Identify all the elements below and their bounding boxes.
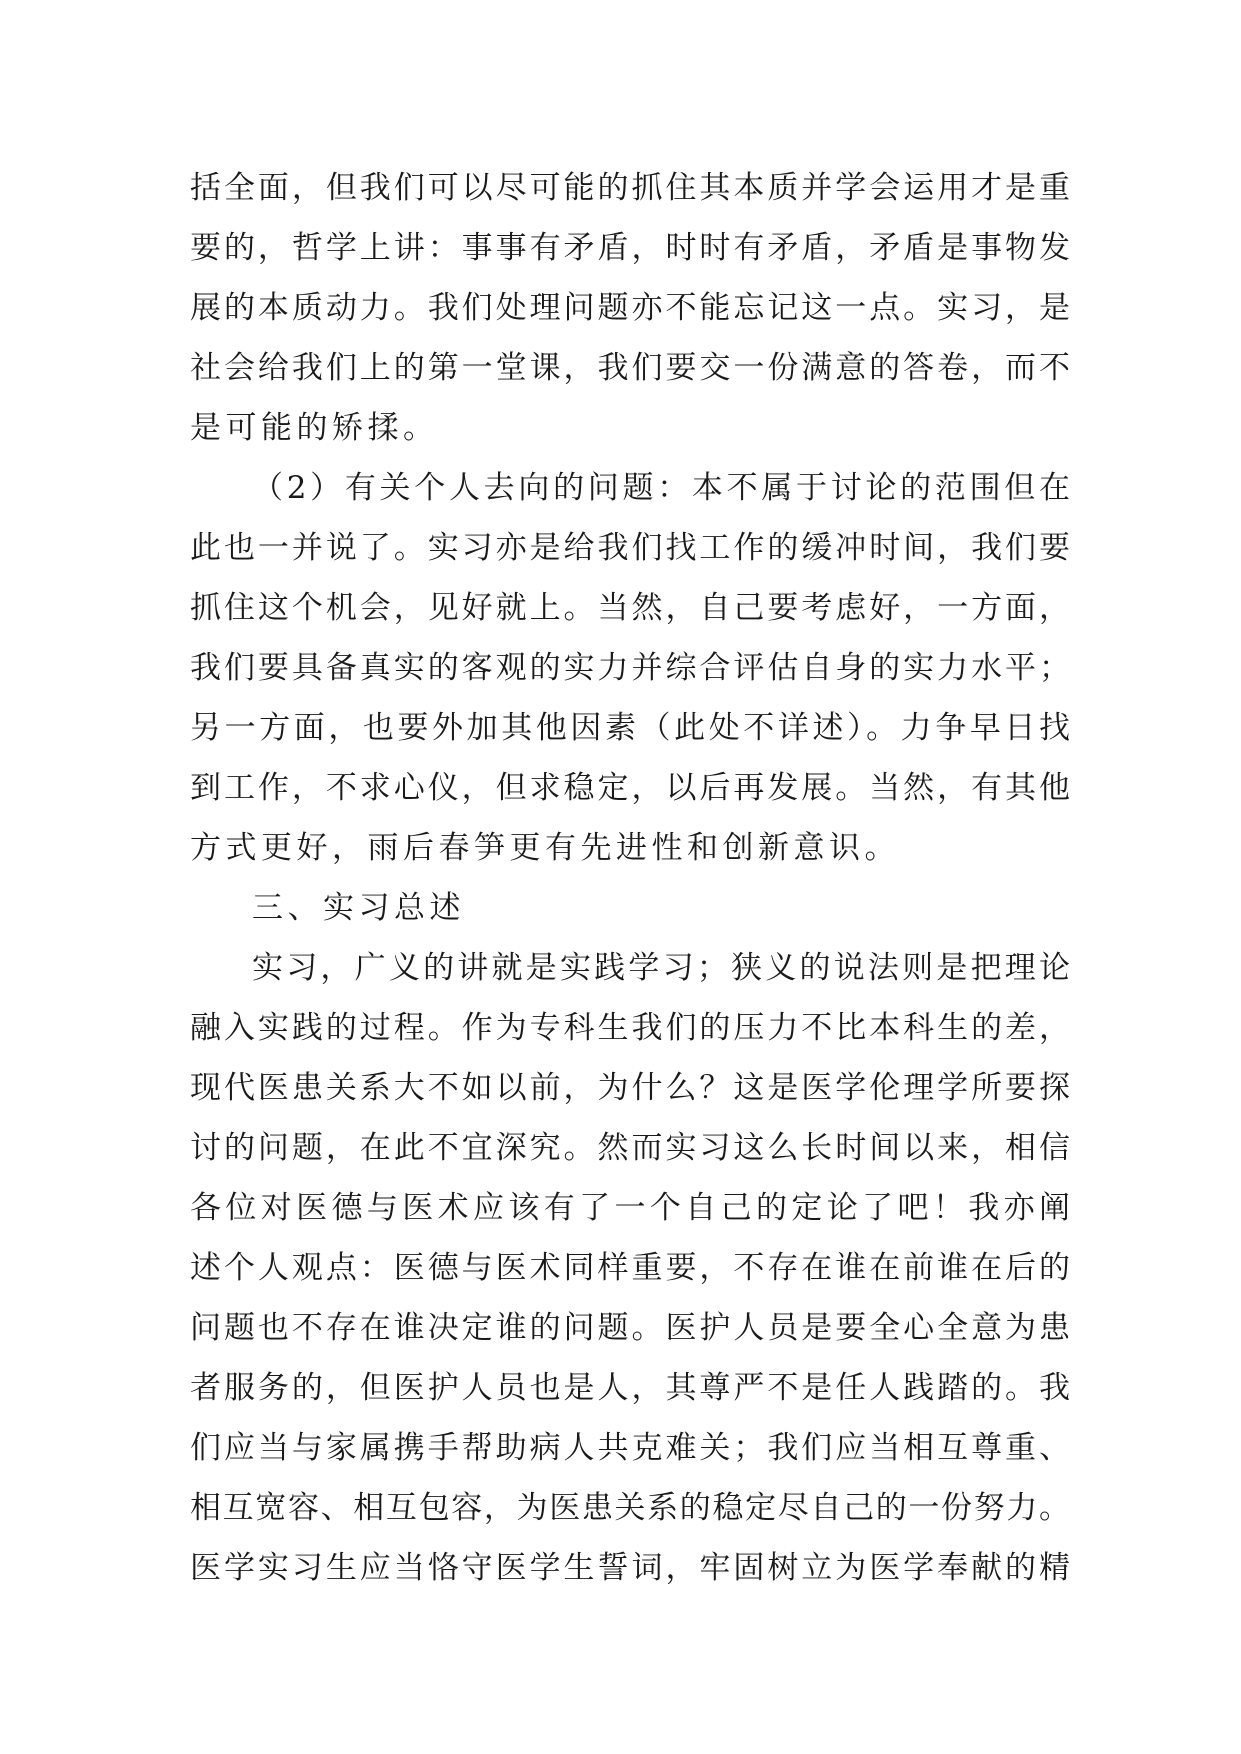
text-line: 实习，广义的讲就是实践学习；狭义的说法则是把理论: [252, 950, 1070, 986]
text-line: （2）有关个人去向的问题：本不属于讨论的范围但在: [252, 470, 1070, 506]
text-line: 者服务的，但医护人员也是人，其尊严不是任人践踏的。我: [190, 1370, 1070, 1406]
body-text: [190, 158, 1070, 1598]
text-line: 展的本质动力。我们处理问题亦不能忘记这一点。实习，是: [190, 290, 1070, 326]
text-line: 到工作，不求心仪，但求稳定，以后再发展。当然，有其他: [190, 770, 1070, 806]
text-line: 方式更好，雨后春笋更有先进性和创新意识。: [190, 830, 900, 866]
text-line: 相互宽容、相互包容，为医患关系的稳定尽自己的一份努力。: [190, 1490, 1070, 1526]
text-line: 抓住这个机会，见好就上。当然，自己要考虑好，一方面，: [190, 590, 1070, 626]
text-line: 问题也不存在谁决定谁的问题。医护人员是要全心全意为患: [190, 1310, 1070, 1346]
text-line: 社会给我们上的第一堂课，我们要交一份满意的答卷，而不: [190, 350, 1070, 386]
text-line: 各位对医德与医术应该有了一个自己的定论了吧！我亦阐: [190, 1190, 1070, 1226]
text-line: 要的，哲学上讲：事事有矛盾，时时有矛盾，矛盾是事物发: [190, 230, 1070, 266]
text-line: 是可能的矫揉。: [190, 410, 439, 446]
text-line: 融入实践的过程。作为专科生我们的压力不比本科生的差，: [190, 1010, 1070, 1046]
text-line: 我们要具备真实的客观的实力并综合评估自身的实力水平；: [190, 650, 1070, 686]
text-line: 们应当与家属携手帮助病人共克难关；我们应当相互尊重、: [190, 1430, 1070, 1466]
text-line: 括全面，但我们可以尽可能的抓住其本质并学会运用才是重: [190, 170, 1070, 206]
text-line: 述个人观点：医德与医术同样重要，不存在谁在前谁在后的: [190, 1250, 1070, 1286]
section-heading: 三、实习总述: [252, 890, 465, 926]
text-line: 此也一并说了。实习亦是给我们找工作的缓冲时间，我们要: [190, 530, 1070, 566]
text-line: 医学实习生应当恪守医学生誓词，牢固树立为医学奉献的精: [190, 1550, 1070, 1586]
text-line: 讨的问题，在此不宜深究。然而实习这么长时间以来，相信: [190, 1130, 1070, 1166]
text-line: 另一方面，也要外加其他因素（此处不详述）。力争早日找: [190, 710, 1070, 746]
text-line: 现代医患关系大不如以前，为什么？这是医学伦理学所要探: [190, 1070, 1070, 1106]
